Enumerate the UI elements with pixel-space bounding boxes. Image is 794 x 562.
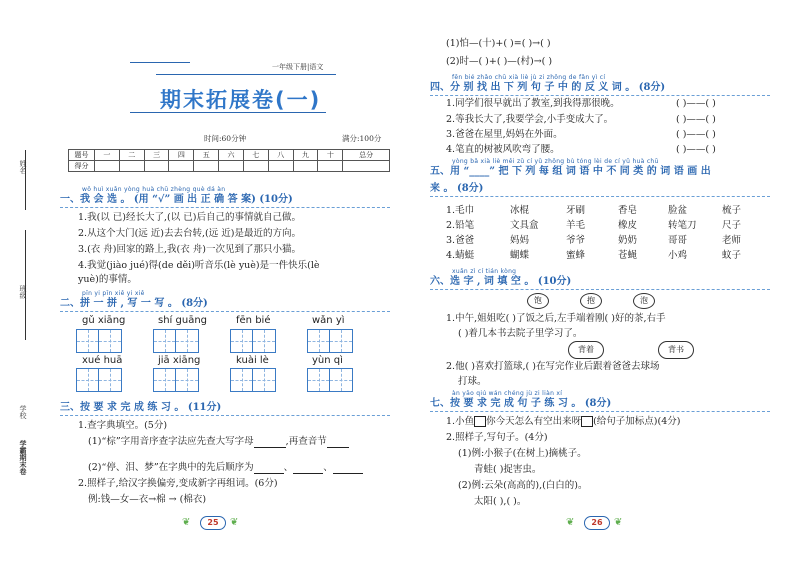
s5-title-cont: 来 。 (8分) <box>430 183 484 194</box>
score-cell: 五 <box>194 150 219 161</box>
word-option[interactable]: 苍蝇 <box>618 250 638 261</box>
punctuation-box[interactable] <box>474 416 486 427</box>
binding-spine <box>14 150 30 540</box>
spine-class-label: 班级 <box>19 285 27 299</box>
word-choice-cloud: 背书 <box>658 341 694 359</box>
word-option[interactable]: 转笔刀 <box>668 220 697 231</box>
s4-answer-pair[interactable]: ( )——( ) <box>676 129 716 140</box>
leaf-icon: ❦ <box>230 517 239 528</box>
s3-q1b: (2)“停、泪、梦”在字典中的先后顺序为 、 、 <box>88 462 363 474</box>
punctuation-box[interactable] <box>581 416 593 427</box>
word-option[interactable]: 2.铅笔 <box>446 220 475 231</box>
word-option[interactable]: 尺子 <box>722 220 742 231</box>
writing-grid[interactable] <box>76 368 122 392</box>
word-option[interactable]: 蝴蝶 <box>510 250 530 261</box>
s3-q1: 1.查字典填空。(5分) <box>78 420 168 431</box>
score-cell: 得分 <box>69 161 95 172</box>
word-option[interactable]: 妈妈 <box>510 235 530 246</box>
score-cell: 一 <box>95 150 120 161</box>
word-option[interactable]: 梳子 <box>722 205 742 216</box>
full-score: 满分:100分 <box>342 134 382 143</box>
word-option[interactable]: 4.蜻蜓 <box>446 250 475 261</box>
score-cell[interactable] <box>293 161 318 172</box>
word-choice-bubble: 抱 <box>580 293 602 309</box>
score-cell[interactable] <box>194 161 219 172</box>
pinyin-word: gǔ xiāng <box>82 315 126 326</box>
s1-q3: 3.(衣 舟)回家的路上,我(衣 舟)一次见到了那只小猫。 <box>78 244 301 255</box>
s7-example1: (1)例:小猴子(在树上)摘桃子。 <box>458 448 587 459</box>
word-option[interactable]: 老师 <box>722 235 742 246</box>
pinyin-word: jiā xiāng <box>158 355 201 366</box>
writing-grid[interactable] <box>307 368 353 392</box>
pinyin-word: wǎn yì <box>312 315 345 326</box>
score-cell: 九 <box>293 150 318 161</box>
s7-q1: 1.小鱼 你今天怎么有空出来呀 (给句子加标点)(4分) <box>446 416 681 427</box>
word-option[interactable]: 羊毛 <box>566 220 586 231</box>
s4-pinyin: fēn bié zhǎo chū xià liè jù zi zhōng de fǎn yì cí <box>452 74 606 81</box>
word-option[interactable]: 蚊子 <box>722 250 742 261</box>
writing-grid[interactable] <box>307 329 353 353</box>
score-cell[interactable] <box>169 161 194 172</box>
writing-grid[interactable] <box>76 329 122 353</box>
s6-q1-cont: ( )着几本书去院子里学习了。 <box>458 328 583 339</box>
s4-q3: 3.爸爸在屋里,妈妈在外面。 <box>446 129 563 140</box>
word-option[interactable]: 牙刷 <box>566 205 586 216</box>
pinyin-word: yùn qì <box>312 355 343 366</box>
word-option[interactable]: 哥哥 <box>668 235 688 246</box>
s4-title: 四、分 别 找 出 下 列 句 子 中 的 反 义 词 。 (8分) <box>430 82 666 93</box>
word-choice-cloud: 背着 <box>568 341 604 359</box>
score-cell: 二 <box>119 150 144 161</box>
score-cell: 七 <box>243 150 268 161</box>
word-option[interactable]: 橡皮 <box>618 220 638 231</box>
score-table <box>68 149 390 172</box>
s2-title: 二、拼 一 拼 , 写 一 写 。 (8分) <box>60 298 208 309</box>
s6-q2-cont: 打球。 <box>458 376 487 387</box>
spine-school-label: 学校 <box>19 405 27 419</box>
s3-title: 三、按 要 求 完 成 练 习 。 (11分) <box>60 402 222 413</box>
score-cell[interactable] <box>243 161 268 172</box>
word-option[interactable]: 香皂 <box>618 205 638 216</box>
s5-title: 五、用 “____” 把 下 列 每 组 词 语 中 不 同 类 的 词 语 画 出 <box>430 166 711 177</box>
pinyin-word: kuài lè <box>236 355 269 366</box>
score-cell[interactable] <box>268 161 293 172</box>
s7-answer1[interactable]: 青蛙( )捉害虫。 <box>474 464 542 475</box>
s6-title: 六、选 字 , 词 填 空 。 (10分) <box>430 276 572 287</box>
score-cell: 三 <box>144 150 169 161</box>
s7-q2: 2.照样子,写句子。(4分) <box>446 432 548 443</box>
word-option[interactable]: 3.爸爸 <box>446 235 475 246</box>
s3-q1a: (1)“棕”字用音序查字法应先查大写字母 ,再查音节 <box>88 436 349 448</box>
word-option[interactable]: 脸盆 <box>668 205 688 216</box>
score-cell[interactable] <box>343 161 390 172</box>
writing-grid[interactable] <box>153 368 199 392</box>
spine-name-label: 姓名 <box>19 160 27 174</box>
s1-pinyin: wǒ huì xuǎn yòng huà chū zhèng què dá àn <box>82 186 226 193</box>
writing-grid[interactable] <box>153 329 199 353</box>
s4-answer-pair[interactable]: ( )——( ) <box>676 114 716 125</box>
s1-q4-cont: yuè)的事情。 <box>78 274 137 285</box>
leaf-icon: ❦ <box>614 517 623 528</box>
s4-q1: 1.同学们很早就出了教室,到我得那很晚。 <box>446 98 620 109</box>
word-option[interactable]: 小鸡 <box>668 250 688 261</box>
s2-pinyin: pīn yi pīn xiě yi xiě <box>82 290 145 297</box>
s7-answer2[interactable]: 太阳( ),( )。 <box>474 496 527 507</box>
word-choice-bubble: 饱 <box>527 293 549 309</box>
score-cell: 题号 <box>69 150 95 161</box>
s7-title: 七、按 要 求 完 成 句 子 练 习 。 (8分) <box>430 398 612 409</box>
leaf-icon: ❦ <box>566 517 575 528</box>
page-number-right: 26 <box>584 516 610 530</box>
s1-q4: 4.我觉(jiào jué)得(de děi)听音乐(lè yuè)是一件快乐(lè <box>78 260 320 271</box>
s4-q2: 2.等我长大了,我要学会,小手变成大了。 <box>446 114 614 125</box>
s1-q1: 1.我(以 已)经长大了,(以 已)后自己的事情就自己做。 <box>78 212 301 223</box>
s3-q2: 2.照样子,给汉字换偏旁,变成新字再组词。(6分) <box>78 478 278 489</box>
s3-q2-example: 例:钱—女—衣→棉 → (棉衣) <box>88 494 207 505</box>
s4-q4: 4.笔直的树被风吹弯了腰。 <box>446 144 560 155</box>
word-option[interactable]: 蜜蜂 <box>566 250 586 261</box>
score-cell[interactable] <box>95 161 120 172</box>
word-option[interactable]: 文具盒 <box>510 220 539 231</box>
word-option[interactable]: 爷爷 <box>566 235 586 246</box>
r-q2: (2)时—( )+( )—(村)→( ) <box>446 56 553 67</box>
score-cell[interactable] <box>119 161 144 172</box>
s1-title: 一、我 会 选 。 (用 “√” 画 出 正 确 答 案) (10分) <box>60 194 293 205</box>
s4-answer-pair[interactable]: ( )——( ) <box>676 98 716 109</box>
s6-q1: 1.中午,姐姐吃( )了饭之后,左手端着刚( )好的茶,右手 <box>446 313 666 324</box>
page-number-left: 25 <box>200 516 226 530</box>
exam-time: 时间:60分钟 <box>204 134 247 143</box>
word-choice-bubble: 泡 <box>633 293 655 309</box>
score-cell[interactable] <box>219 161 244 172</box>
writing-grid[interactable] <box>230 368 276 392</box>
score-cell[interactable] <box>144 161 169 172</box>
score-cell: 八 <box>268 150 293 161</box>
score-cell: 四 <box>169 150 194 161</box>
leaf-icon: ❦ <box>182 517 191 528</box>
word-option[interactable]: 1.毛巾 <box>446 205 475 216</box>
s6-q2: 2.他( )喜欢打篮球,( )在写完作业后跟着爸爸去球场 <box>446 361 660 372</box>
score-cell: 总分 <box>343 150 390 161</box>
score-cell[interactable] <box>318 161 343 172</box>
r-q1: (1)怕—(十)+( )=( )→( ) <box>446 38 551 49</box>
word-option[interactable]: 奶奶 <box>618 235 638 246</box>
score-cell: 十 <box>318 150 343 161</box>
s1-q2: 2.从这个大门(远 近)去去台转,(远 近)是最近的方向。 <box>78 228 301 239</box>
s4-answer-pair[interactable]: ( )——( ) <box>676 144 716 155</box>
pinyin-word: fēn bié <box>236 315 271 326</box>
s5-pinyin: yòng bǎ xià liè měi zǔ cí yǔ zhōng bù tóng lèi de cí yǔ huà chū <box>452 158 659 165</box>
pinyin-word: xué huā <box>82 355 123 366</box>
spine-tag: 学霸期末卷 <box>19 440 28 475</box>
s6-pinyin: xuǎn zì cí tián kòng <box>452 268 517 275</box>
writing-grid[interactable] <box>230 329 276 353</box>
word-option[interactable]: 冰棍 <box>510 205 530 216</box>
subject-tag: 一年级下册|语文 <box>272 63 324 71</box>
score-cell: 六 <box>219 150 244 161</box>
page-title: 期末拓展卷(一) <box>160 88 322 112</box>
pinyin-word: shí guāng <box>158 315 208 326</box>
s7-pinyin: àn yāo qiú wán chéng jù zi liàn xí <box>452 390 563 397</box>
s7-example2: (2)例:云朵(高高的),(白白的)。 <box>458 480 588 491</box>
